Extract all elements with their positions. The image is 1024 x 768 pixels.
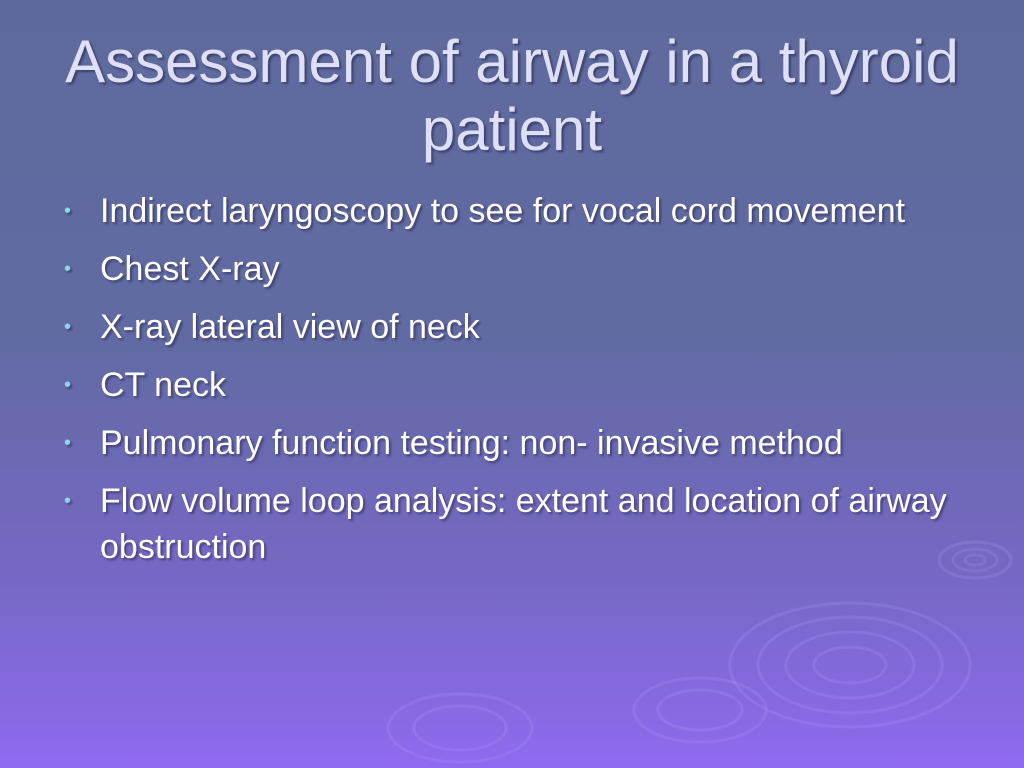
bullet-icon: • <box>64 374 72 396</box>
bullet-item <box>58 188 958 234</box>
bullet-item <box>58 478 958 570</box>
bullet-icon: • <box>64 432 72 454</box>
bullet-text: Pulmonary function testing: non- invasive method <box>100 424 843 462</box>
bullet-item <box>58 304 958 350</box>
bullet-icon: • <box>64 258 72 280</box>
bullet-icon: • <box>64 316 72 338</box>
bullet-text: CT neck <box>100 366 226 404</box>
bullet-text: Indirect laryngoscopy to see for vocal cord movement <box>100 192 906 230</box>
bullet-icon: • <box>64 490 72 512</box>
bullet-icon: • <box>64 200 72 222</box>
bullet-text: Chest X-ray <box>100 250 280 288</box>
bullet-list <box>58 188 958 582</box>
bullet-item <box>58 246 958 292</box>
bullet-text: X-ray lateral view of neck <box>100 308 480 346</box>
bullet-item <box>58 420 958 466</box>
bullet-text: Flow volume loop analysis: extent and location of airway obstruction <box>100 482 947 566</box>
slide-title: Assessment of airway in a thyroid patient <box>65 28 959 163</box>
bullet-item <box>58 362 958 408</box>
